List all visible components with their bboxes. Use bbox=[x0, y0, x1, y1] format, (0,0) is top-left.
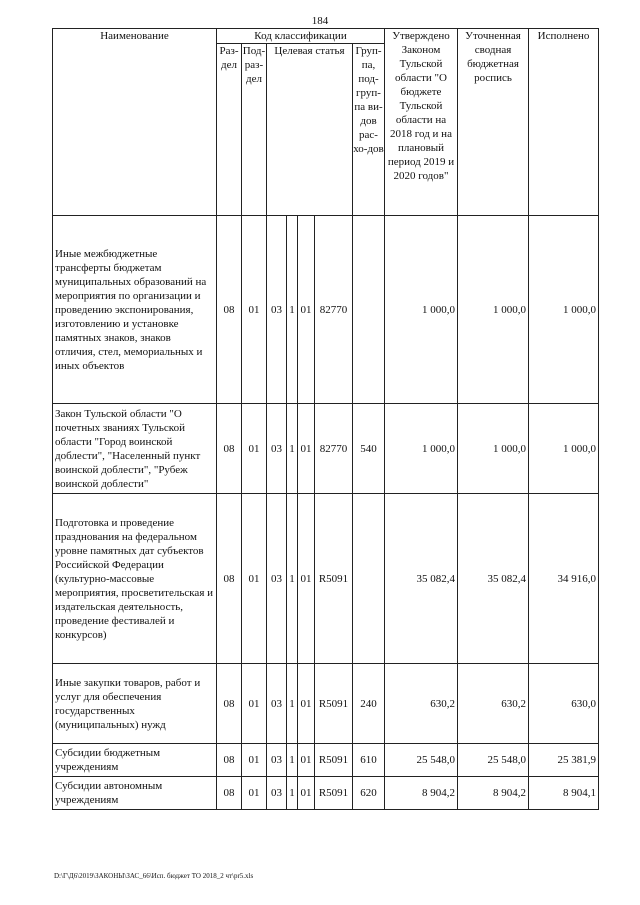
row-target-subprogram: 1 bbox=[287, 664, 298, 744]
row-target-direction: 82770 bbox=[315, 404, 353, 494]
row-target-subprogram: 1 bbox=[287, 494, 298, 664]
row-executed: 25 381,9 bbox=[529, 744, 599, 777]
header-target: Целевая статья bbox=[267, 44, 353, 216]
row-group: 240 bbox=[353, 664, 385, 744]
budget-table bbox=[52, 28, 599, 810]
row-target-subprogram: 1 bbox=[287, 216, 298, 404]
row-approved: 25 548,0 bbox=[385, 744, 458, 777]
row-target-direction: R5091 bbox=[315, 494, 353, 664]
row-section: 08 bbox=[217, 404, 242, 494]
row-refined: 25 548,0 bbox=[458, 744, 529, 777]
row-approved: 630,2 bbox=[385, 664, 458, 744]
row-target-direction: R5091 bbox=[315, 777, 353, 810]
row-group: 540 bbox=[353, 404, 385, 494]
header-name: Наименование bbox=[53, 29, 217, 216]
row-subsection: 01 bbox=[242, 744, 267, 777]
row-group bbox=[353, 216, 385, 404]
row-target-direction: R5091 bbox=[315, 664, 353, 744]
row-section: 08 bbox=[217, 494, 242, 664]
row-target-event: 01 bbox=[298, 744, 315, 777]
row-section: 08 bbox=[217, 744, 242, 777]
row-executed: 8 904,1 bbox=[529, 777, 599, 810]
row-refined: 35 082,4 bbox=[458, 494, 529, 664]
row-executed: 630,0 bbox=[529, 664, 599, 744]
footer-path: D:\Г\Д6\2019\ЗАКОНЫ\ЗАС_66\Исп. бюджет ТО 2018_2 чт\pr5.xls bbox=[54, 872, 254, 880]
table-row bbox=[53, 777, 599, 810]
row-target-event: 01 bbox=[298, 404, 315, 494]
row-section: 08 bbox=[217, 664, 242, 744]
row-refined: 1 000,0 bbox=[458, 404, 529, 494]
row-target-direction: 82770 bbox=[315, 216, 353, 404]
row-target-event: 01 bbox=[298, 777, 315, 810]
row-target-program: 03 bbox=[267, 744, 287, 777]
row-group bbox=[353, 494, 385, 664]
row-target-subprogram: 1 bbox=[287, 777, 298, 810]
row-target-program: 03 bbox=[267, 494, 287, 664]
row-name: Подготовка и проведение празднования на федеральном уровне памятных дат субъектов Российской Федерации (культурно-массовые мероприятия, просветительская и издательская деятельность, проведение фестивалей и конкурсов) bbox=[53, 494, 217, 664]
header-refined: Уточненная сводная бюджетная роспись bbox=[458, 29, 529, 216]
row-target-program: 03 bbox=[267, 664, 287, 744]
header-subsection: Под-раз-дел bbox=[242, 44, 267, 216]
row-target-event: 01 bbox=[298, 494, 315, 664]
row-target-program: 03 bbox=[267, 216, 287, 404]
row-name: Субсидии бюджетным учреждениям bbox=[53, 744, 217, 777]
row-name: Иные межбюджетные трансферты бюджетам муниципальных образований на мероприятия по организации и проведению экспонирования, изготовлению и установке памятных знаков, знаков отличия, стел, мемориальных и иных объектов bbox=[53, 216, 217, 404]
table-row bbox=[53, 744, 599, 777]
row-approved: 1 000,0 bbox=[385, 404, 458, 494]
row-refined: 630,2 bbox=[458, 664, 529, 744]
header-approved: Утверждено Законом Тульской области "О бюджете Тульской области на 2018 год и на плановый период 2019 и 2020 годов" bbox=[385, 29, 458, 216]
row-executed: 1 000,0 bbox=[529, 404, 599, 494]
row-approved: 35 082,4 bbox=[385, 494, 458, 664]
header-section: Раз-дел bbox=[217, 44, 242, 216]
row-section: 08 bbox=[217, 777, 242, 810]
row-approved: 1 000,0 bbox=[385, 216, 458, 404]
row-group: 620 bbox=[353, 777, 385, 810]
table-row bbox=[53, 494, 599, 664]
header-executed: Исполнено bbox=[529, 29, 599, 216]
row-name: Закон Тульской области "О почетных званиях Тульской области "Город воинской доблести", "Населенный пункт воинской доблести", "Рубеж воинской доблести" bbox=[53, 404, 217, 494]
table-row bbox=[53, 404, 599, 494]
row-refined: 8 904,2 bbox=[458, 777, 529, 810]
row-name: Субсидии автономным учреждениям bbox=[53, 777, 217, 810]
row-target-event: 01 bbox=[298, 664, 315, 744]
row-name: Иные закупки товаров, работ и услуг для обеспечения государственных (муниципальных) нужд bbox=[53, 664, 217, 744]
row-target-direction: R5091 bbox=[315, 744, 353, 777]
row-subsection: 01 bbox=[242, 664, 267, 744]
table-row bbox=[53, 216, 599, 404]
row-target-program: 03 bbox=[267, 777, 287, 810]
row-target-event: 01 bbox=[298, 216, 315, 404]
header-code: Код классификации bbox=[217, 29, 385, 44]
row-subsection: 01 bbox=[242, 404, 267, 494]
row-refined: 1 000,0 bbox=[458, 216, 529, 404]
row-section: 08 bbox=[217, 216, 242, 404]
row-group: 610 bbox=[353, 744, 385, 777]
row-executed: 34 916,0 bbox=[529, 494, 599, 664]
row-target-subprogram: 1 bbox=[287, 744, 298, 777]
row-target-subprogram: 1 bbox=[287, 404, 298, 494]
table-row bbox=[53, 664, 599, 744]
row-subsection: 01 bbox=[242, 216, 267, 404]
header-group: Груп-па, под-груп-па ви-дов рас-хо-дов bbox=[353, 44, 385, 216]
row-executed: 1 000,0 bbox=[529, 216, 599, 404]
row-subsection: 01 bbox=[242, 777, 267, 810]
page-number: 184 bbox=[311, 15, 329, 27]
row-target-program: 03 bbox=[267, 404, 287, 494]
row-approved: 8 904,2 bbox=[385, 777, 458, 810]
row-subsection: 01 bbox=[242, 494, 267, 664]
